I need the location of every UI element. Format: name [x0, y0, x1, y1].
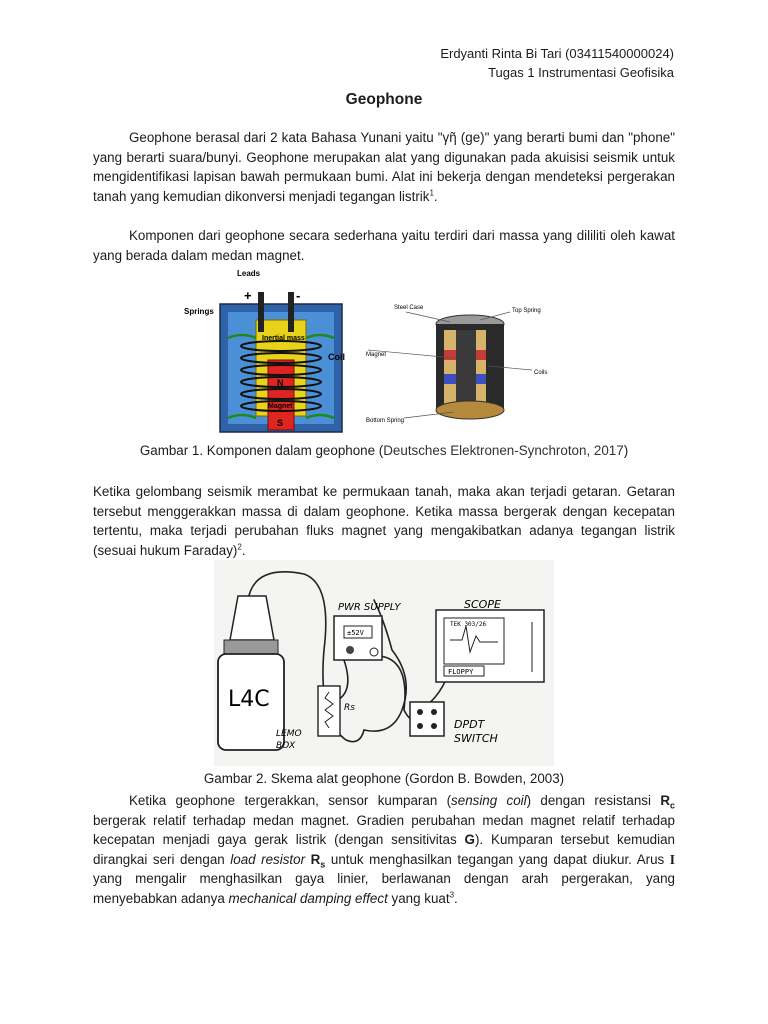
- caption-1-close: ): [623, 443, 629, 458]
- paragraph-2: Komponen dari geophone secara sederhana yaitu terdiri dari massa yang dililiti oleh kawat yang berada dalam medan magnet.: [93, 228, 675, 263]
- p4-part-2: ) dengan resistansi: [526, 793, 661, 808]
- power-supply: [334, 616, 382, 660]
- p4-part-7: yang mengalir menghasilkan gaya linier, berlawanan dengan arah pergerakan, yang menyebabkan adanya: [93, 871, 675, 906]
- author-line: Erdyanti Rinta Bi Tari (03411540000024): [440, 46, 674, 61]
- paragraph-4: [93, 791, 675, 909]
- term-mechanical-damping: mechanical damping effect: [228, 890, 388, 906]
- symbol-rs-sub: s: [320, 859, 326, 870]
- symbol-g: G: [464, 832, 475, 848]
- caption-1-citation: Deutsches Elektronen-Synchroton, 2017: [383, 443, 624, 458]
- label-s: S: [277, 418, 284, 428]
- paragraph-1: [93, 128, 675, 206]
- label-plus: +: [244, 288, 252, 303]
- figure-1-cutaway: [364, 300, 586, 426]
- label-l4c: L4C: [228, 687, 270, 712]
- paragraph-3-faraday: (sesuai hukum Faraday): [93, 542, 238, 558]
- p4-part-4: ). Kumparan tersebut kemudian dirangkai seri dengan: [93, 832, 676, 867]
- paragraph-1-text: Geophone berasal dari 2 kata Bahasa Yunani yaitu "γῆ (ge)" yang berarti bumi dan "phone" yang berarti suara/bunyi. Geophone merupakan alat yang digunakan pada akuisisi seismik untuk mengidentifikasi lapisan bawah permukaan bumi. Alat ini bekerja dengan mendeteksi pergerakan tanah yang kemudian dikonversi menjadi tegangan listrik: [93, 130, 675, 204]
- label-bottom-spring: Bottom Spring: [366, 418, 405, 424]
- lemo-box-resistor: [318, 686, 340, 736]
- page-title: Geophone: [345, 91, 423, 108]
- p4-part-1: Ketika geophone tergerakkan, sensor kumparan (: [129, 793, 452, 808]
- dpdt-switch: [410, 702, 444, 736]
- label-top-spring: Top Spring: [512, 308, 541, 314]
- label-steel-case: Steel Case: [394, 305, 424, 311]
- figure-2-sketch: [214, 560, 554, 766]
- p4-part-3: bergerak relatif terhadap medan magnet. Gradien perubahan medan magnet relatif terhadap kecepatan menjadi gaya gerak listrik (dengan sensitivitas: [93, 812, 675, 848]
- label-leads: Leads: [237, 269, 261, 278]
- figure-1-cross-section: [182, 268, 360, 434]
- paragraph-3-text: Ketika gelombang seismik merambat ke permukaan tanah, maka akan terjadi getaran. Getaran tersebut menggerakkan massa di dalam geophone. Ketika massa bergerak dengan kecepatan tertentu, maka terjadi perubahan fluks magnet yang mengakibatkan adanya tegangan listrik: [93, 484, 675, 539]
- label-scope: SCOPE: [464, 598, 501, 611]
- label-coil: Coil: [328, 352, 345, 362]
- label-pwr-value: ±52V: [347, 629, 364, 637]
- label-scope-model: TEK 303/26: [450, 621, 487, 628]
- paragraph-3-end: .: [241, 542, 246, 558]
- term-sensing-coil: sensing coil: [451, 793, 527, 808]
- label-floppy: FLOPPY: [448, 668, 474, 676]
- paragraph-1-end: .: [433, 188, 438, 204]
- symbol-rs-letter: R: [310, 851, 321, 867]
- label-rs: Rs: [344, 703, 355, 713]
- label-mass: Inertial mass: [262, 335, 305, 342]
- caption-1: [0, 443, 768, 458]
- label-pwr-supply: PWR SUPPLY: [338, 602, 401, 613]
- header: [440, 44, 674, 82]
- footnote-2: 2: [237, 542, 242, 552]
- label-coils: Coils: [534, 370, 548, 376]
- paragraph-3: [93, 482, 675, 560]
- symbol-rs: [310, 851, 326, 870]
- p4-end: .: [454, 890, 458, 906]
- label-dpdt: DPDT: [454, 718, 485, 731]
- p4-part-8: yang kuat: [387, 890, 450, 906]
- symbol-rc-letter: R: [660, 793, 670, 808]
- label-minus: -: [296, 288, 301, 303]
- symbol-i: I: [669, 851, 676, 867]
- label-magnet: Magnet: [268, 403, 293, 410]
- course-line: Tugas 1 Instrumentasi Geofisika: [488, 65, 674, 80]
- label-magnet-right: Magnet: [366, 352, 387, 358]
- footnote-3: 3: [449, 890, 455, 900]
- symbol-rc: [660, 793, 675, 811]
- label-springs: Springs: [184, 307, 214, 316]
- label-switch: SWITCH: [454, 732, 498, 745]
- label-n: N: [277, 378, 284, 388]
- symbol-rc-sub: c: [669, 800, 675, 811]
- caption-2: Gambar 2. Skema alat geophone (Gordon B. Bowden, 2003): [203, 771, 565, 786]
- label-box: BOX: [276, 741, 296, 751]
- footnote-1: 1: [429, 188, 434, 198]
- caption-1-prefix: Gambar 1. Komponen dalam geophone (: [139, 443, 384, 458]
- label-lemo: LEMO: [276, 729, 302, 739]
- p4-part-6: untuk menghasilkan tegangan yang dapat diukur. Arus: [325, 851, 670, 867]
- term-load-resistor: load resistor: [230, 851, 306, 867]
